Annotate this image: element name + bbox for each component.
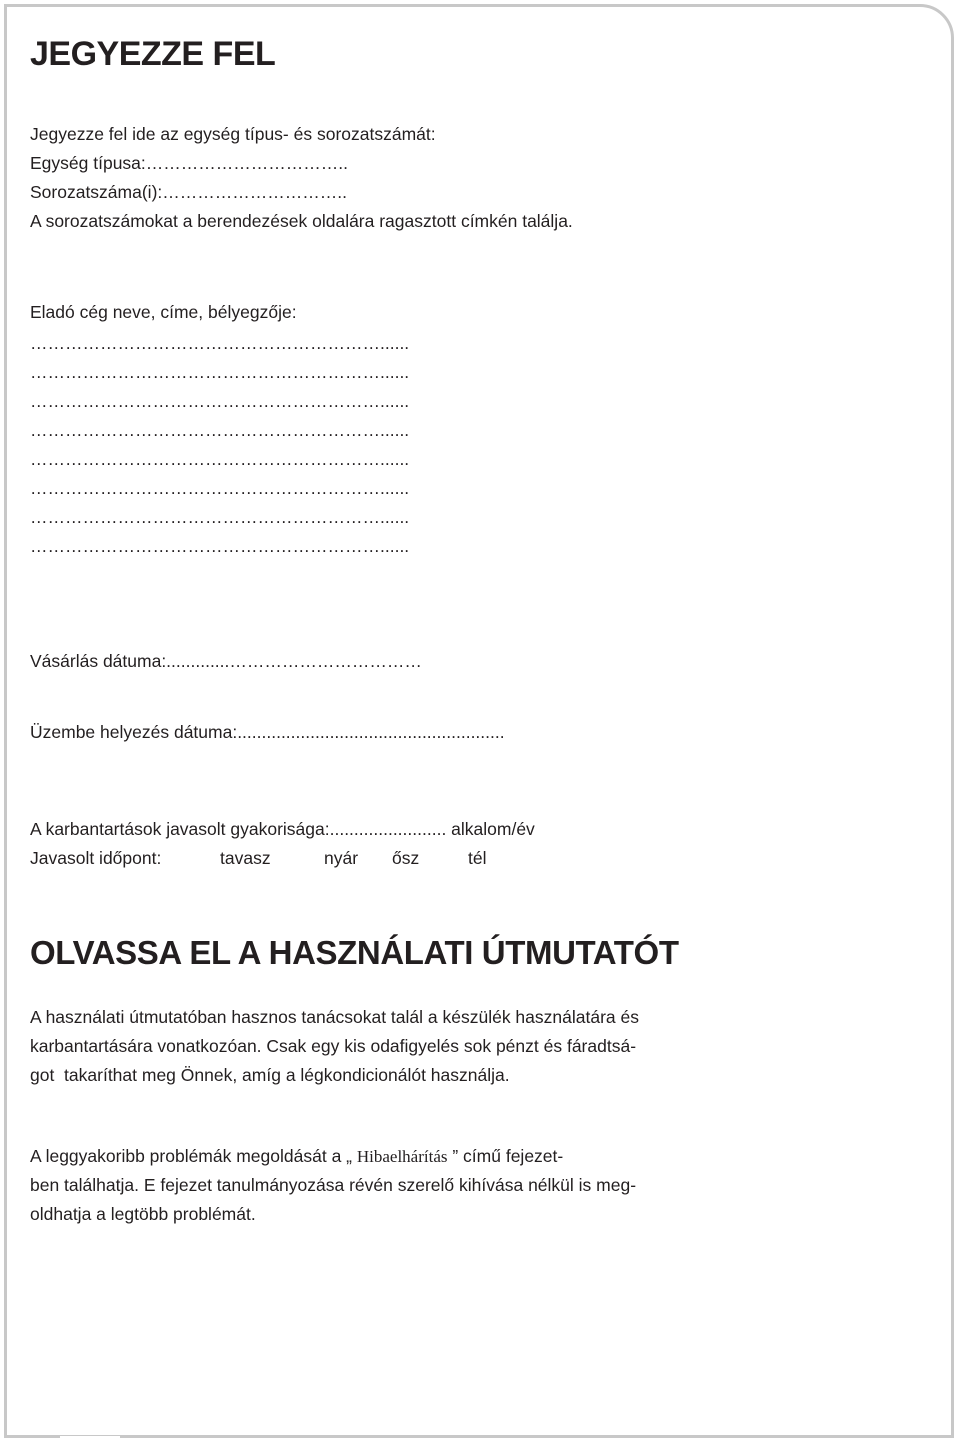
season-winter: tél [468,848,487,868]
maintenance-frequency: A karbantartások javasolt gyakorisága:........................ alkalom/év [30,819,535,839]
manual-paragraph-line: got takaríthat meg Önnek, amíg a légkondicionálót használja. [30,1065,510,1085]
seller-line: ……………………………………………………...... [30,420,410,440]
unit-intro: Jegyezze fel ide az egység típus- és sorozatszámát: [30,124,436,144]
season-spring: tavasz [220,848,271,868]
troubleshooting-line [30,1142,910,1171]
unit-type-line: Egység típusa:…………………………….. [30,153,348,173]
page-title: JEGYEZZE FEL [30,35,276,73]
manual-paragraph-line: karbantartására vonatkozóan. Csak egy kis odafigyelés sok pénzt és fáradtsá- [30,1036,637,1056]
troubleshooting-line: ben találhatja. E fejezet tanulmányozása révén szerelő kihívása nélkül is meg- [30,1175,637,1195]
troubleshooting-line: oldhatja a legtöbb problémát. [30,1204,256,1224]
serial-number-line: Sorozatszáma(i):………………………….. [30,182,347,202]
troubleshooting-text-before: A leggyakoribb problémák megoldását a „ [30,1146,357,1166]
manual-paragraph-line: A használati útmutatóban hasznos tanácsokat talál a készülék használatára és [30,1007,639,1027]
suggested-time-label: Javasolt időpont: [30,848,162,868]
purchase-date: Vásárlás dátuma:.............…………………………… [30,651,422,671]
seller-line: ……………………………………………………...... [30,362,410,382]
troubleshooting-text-after: ” című fejezet- [447,1146,564,1166]
seller-line: ……………………………………………………...... [30,536,410,556]
season-summer: nyár [324,848,359,868]
seller-line: ……………………………………………………...... [30,391,410,411]
seller-label: Eladó cég neve, címe, bélyegzője: [30,302,297,322]
suggested-time-row [30,844,910,873]
install-date: Üzembe helyezés dátuma:....................................................... [30,722,505,742]
seller-lines [30,329,910,561]
seller-line: ……………………………………………………...... [30,449,410,469]
seller-line: ……………………………………………………...... [30,333,410,353]
manual-heading: OLVASSA EL A HASZNÁLATI ÚTMUTATÓT [30,934,679,971]
frame-gap [60,1436,120,1446]
seller-line: ……………………………………………………...... [30,478,410,498]
season-autumn: ősz [392,848,420,868]
seller-line: ……………………………………………………...... [30,507,410,527]
serial-note: A sorozatszámokat a berendezések oldalára ragasztott címkén találja. [30,211,573,231]
page-content [30,28,910,1229]
troubleshooting-chapter-name: Hibaelhárítás [356,1147,448,1166]
